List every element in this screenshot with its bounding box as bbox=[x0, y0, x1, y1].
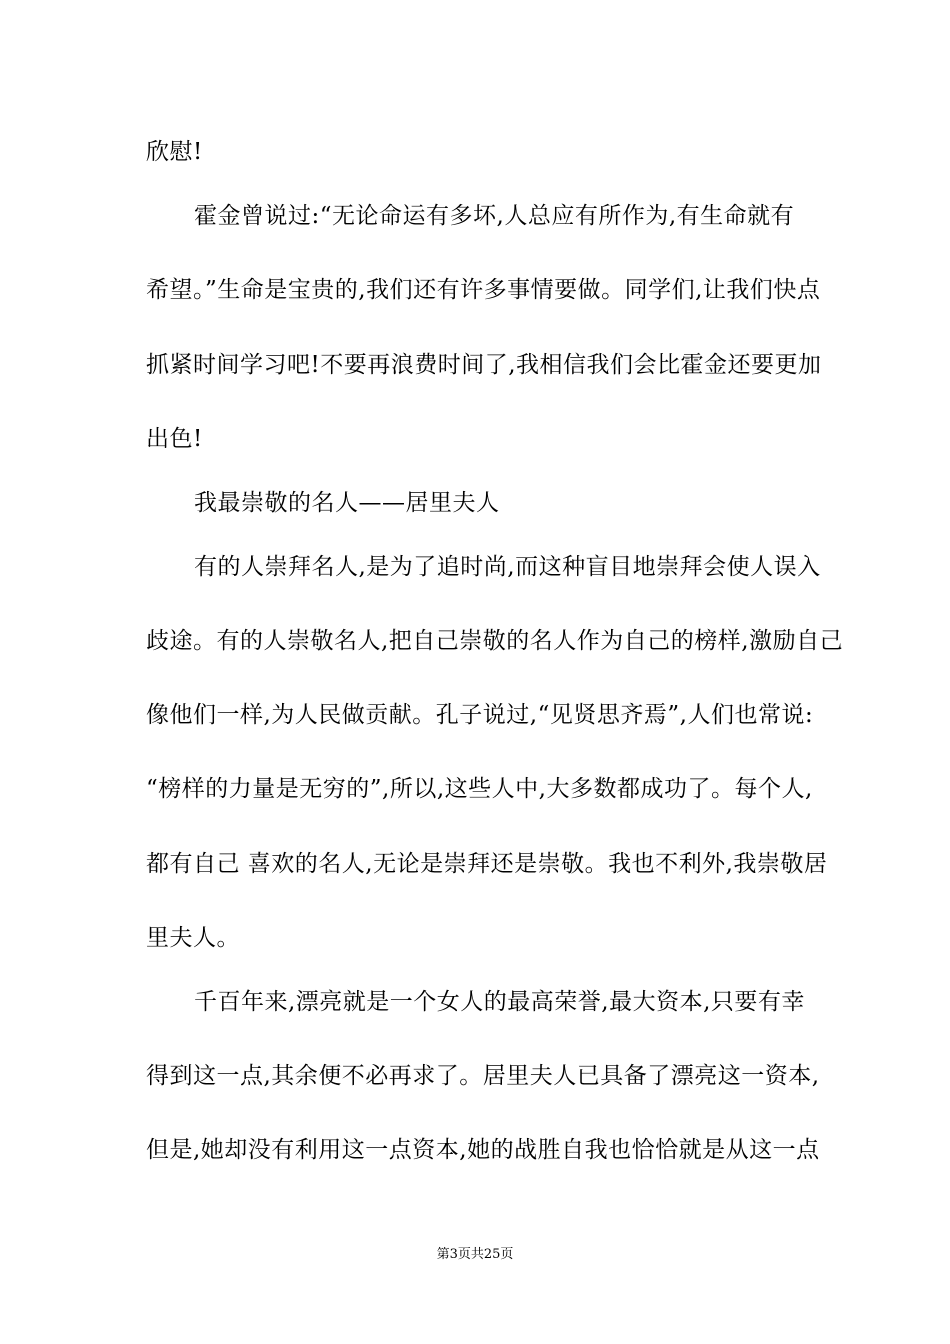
text-line-11: 都有自己 喜欢的名人,无论是崇拜还是崇敬。我也不利外,我崇敬居 bbox=[146, 851, 828, 877]
text-line-4: 抓紧时间学习吧!不要再浪费时间了,我相信我们会比霍金还要更加 bbox=[146, 352, 822, 378]
text-line-5: 出色! bbox=[146, 426, 203, 452]
text-line-15: 但是,她却没有利用这一点资本,她的战胜自我也恰恰就是从这一点 bbox=[146, 1137, 820, 1163]
page-number: 第3页共25页 bbox=[436, 1247, 514, 1262]
text-line-2: 霍金曾说过:“无论命运有多坏,人总应有所作为,有生命就有 bbox=[194, 203, 795, 229]
text-line-7: 有的人崇拜名人,是为了追时尚,而这种盲目地崇拜会使人误入 bbox=[194, 554, 821, 580]
text-line-12: 里夫人。 bbox=[146, 925, 240, 951]
text-line-10: “榜样的力量是无穷的”,所以,这些人中,大多数都成功了。每个人, bbox=[146, 776, 813, 802]
text-line-1: 欣慰! bbox=[146, 139, 203, 165]
text-line-9: 像他们一样,为人民做贡献。孔子说过,“见贤思齐焉”,人们也常说: bbox=[146, 702, 814, 728]
text-line-13: 千百年来,漂亮就是一个女人的最高荣誉,最大资本,只要有幸 bbox=[194, 989, 805, 1015]
text-line-3: 希望。”生命是宝贵的,我们还有许多事情要做。同学们,让我们快点 bbox=[146, 277, 821, 303]
text-line-8: 歧途。有的人崇敬名人,把自己崇敬的名人作为自己的榜样,激励自己 bbox=[146, 628, 844, 654]
section-heading: 我最崇敬的名人——居里夫人 bbox=[194, 490, 500, 516]
text-line-14: 得到这一点,其余便不必再求了。居里夫人已具备了漂亮这一资本, bbox=[146, 1063, 820, 1089]
